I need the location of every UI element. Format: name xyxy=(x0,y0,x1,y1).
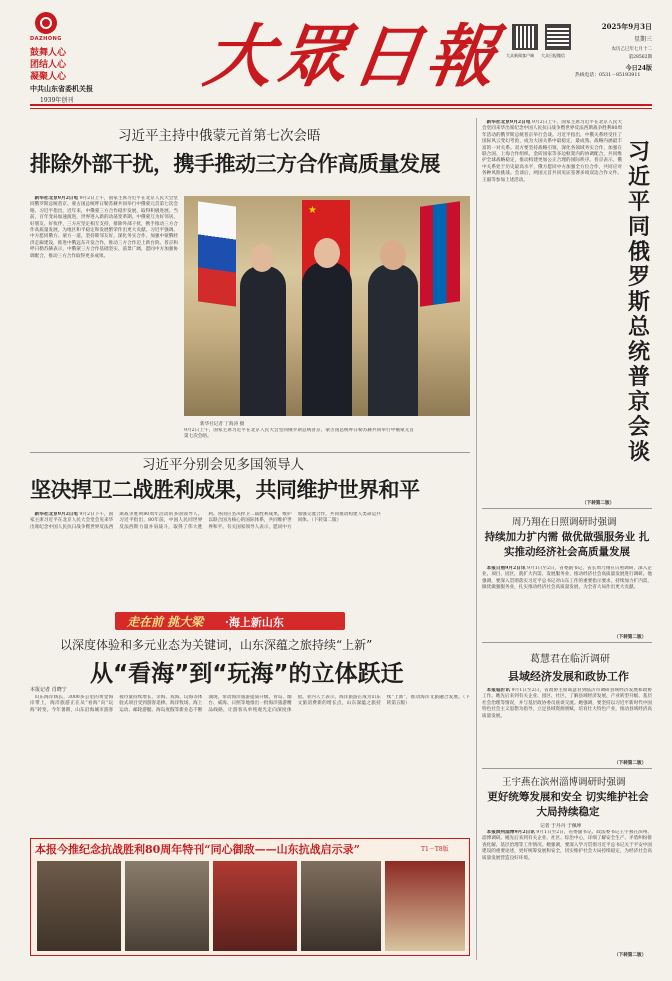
right-bottom-headline: 更好统筹发展和安全 切实维护社会大局持续稳定 xyxy=(487,791,649,818)
right-mid2-text: 9月1日至2日，省政协主席葛慧君到临沂市调研县域经济发展和政协工作。她先后来到有关企业、园区、社区，了解县域经济发展、产业转型升级、基层社会治理等情况，并与基层政协委员座谈交流。她强调，要坚持以习近平新时代中国特色社会主义思想为指导，立足县域资源禀赋，培育壮大特色产业，推动县域经济高质量发展。 xyxy=(482,688,652,719)
page-count: 今日24版 xyxy=(625,65,652,72)
right-mid-end: （下转第二版） xyxy=(614,635,647,640)
lunar-date: 农历乙巳年七月十二 xyxy=(611,47,652,52)
weekday: 星期三 xyxy=(633,36,652,43)
hotline-number: 0531－85193911 xyxy=(599,73,641,78)
right-bottom-body xyxy=(482,830,652,950)
article3-headline: 从“看海”到“玩海”的立体跃迁 xyxy=(90,661,404,687)
qr-code-app-icon xyxy=(512,24,538,50)
founded: 1939年创刊 xyxy=(40,97,74,104)
right-mid2-end: （下转第二版） xyxy=(614,761,647,766)
flag-china-star-icon: ★ xyxy=(308,205,317,216)
issue-date: 2025年9月3日 xyxy=(601,22,652,31)
right-mid2-body xyxy=(482,688,652,756)
article3-text: 山东海岸线长，3000多公里的黄金海岸带上，海洋旅游正在从“看海”向“玩海”转变。今年暑期，山东沿海城市游客接待量持续增长，亲海、戏海、玩海等体验式项目受到游客追捧。海洋牧场、海上运动、邮轮游艇、海岛度假等新业态不断涌现，带动海洋旅游提质升级。青岛、烟台、威海、日照等地推出一批海洋旅游精品线路，让游客从单纯观光走向深度体验。业内人士表示，海洋旅游正成为山东文旅消费新的增长点，山东深蕴之旅持续“上新”，推动海洋文旅融合发展。（下转第五版） xyxy=(30,695,470,713)
hotline xyxy=(575,71,640,78)
article3-byline-label: 本报记者 xyxy=(30,687,51,693)
section-banner xyxy=(115,612,345,630)
divider-right-3 xyxy=(482,768,652,769)
promo-box xyxy=(30,838,470,956)
masthead xyxy=(0,0,672,130)
divider-right-2 xyxy=(482,642,652,643)
flag-mongolia-icon xyxy=(420,201,460,307)
qr-code-wechat-icon xyxy=(545,24,571,50)
right-bottom-byline: 记者 于丹丹 于佩坤 xyxy=(540,824,582,829)
banner-text: ·海上新山东 xyxy=(225,616,284,629)
slogan-3: 凝聚人心 xyxy=(30,72,67,82)
right-bottom-end: （下转第二版） xyxy=(614,953,647,958)
article1-kicker: 习近平主持中俄蒙元首第七次会晤 xyxy=(118,128,321,144)
right-mid-text: 9月1日至2日，省委副书记、省长周乃翔在日照调研，深入企业、项目、园区，就扩大内需、发展服务业、推动经济社会高质量发展进行调研。他强调，要深入贯彻落实习近平总书记对山东工作的重要指示要求，持续加力扩内需，做优做强服务业，扎实推动经济社会高质量发展，为全省大局作出更大贡献。 xyxy=(482,566,652,591)
promo-thumb-3 xyxy=(213,861,297,951)
right-top-dateline: 新华社北京9月2日电 xyxy=(486,120,531,125)
leader-right xyxy=(368,264,418,416)
brand-en: DAZHONG xyxy=(30,36,62,42)
promo-thumb-1 xyxy=(37,861,121,951)
article2-body xyxy=(30,512,470,606)
flag-russia-icon xyxy=(198,201,236,306)
newspaper-logo: 大眾日報 xyxy=(199,17,507,97)
promo-thumb-2 xyxy=(125,861,209,951)
date-block xyxy=(588,22,652,72)
article1-text: 9月2日上午，国家主席习近平在北京人民大会堂同俄罗斯总统普京、蒙古国总统呼日勒苏赫共同举行中俄蒙元首第七次会晤。习近平指出，近年来，中俄蒙三方合作稳步发展，取得积极进展。当前，百年变局加速演进，世界进入新的动荡变革期。中俄蒙互为好邻居、好朋友、好伙伴，三方应坚定相互支持，排除外部干扰，携手推动三方合作高质量发展，为地区和平稳定和发展繁荣作出更大贡献。习近平强调，中方愿同俄方、蒙方一道，坚持睦邻友好，深化务实合作，加强中蒙俄经济走廊建设，推进中俄远东开发合作，推动三方合作迈上新台阶。普京和呼日勒苏赫表示，中俄蒙三方合作基础坚实、前景广阔，愿同中方加强协调配合，推动三方合作取得更多成果。 xyxy=(30,196,178,259)
right-top-body xyxy=(482,120,622,500)
leader-left xyxy=(240,266,286,416)
right-mid-dateline: 本报日照9月2日讯 xyxy=(486,566,526,571)
masthead-rule-thin xyxy=(30,108,652,109)
right-top-end: （下转第二版） xyxy=(582,501,615,506)
right-mid2-dateline: 本报临沂讯 xyxy=(486,688,511,693)
leader-left-head xyxy=(250,244,274,272)
column-divider xyxy=(476,118,477,960)
banner-prefix: 走在前 挑大梁 xyxy=(127,615,204,629)
article1-headline: 排除外部干扰，携手推动三方合作高质量发展 xyxy=(30,152,440,176)
issue-number: 第28562期 xyxy=(628,55,652,60)
right-bottom-text: 9月1日至2日，省委副书记、政法委书记王宇燕在滨州、淄博调研。她先后来到有关企业、社区、综治中心，详细了解安全生产、矛盾纠纷排查化解、基层治理等工作情况。她强调，要深入学习贯彻习近平总书记关于平安中国建设的重要论述，更好统筹发展和安全，切实维护社会大局持续稳定，为经济社会高质量发展营造良好环境。 xyxy=(482,830,652,861)
right-mid-headline: 持续加力扩内需 做优做强服务业 扎实推动经济社会高质量发展 xyxy=(484,531,650,558)
hotline-label: 热线电话： xyxy=(575,73,599,78)
article3-kicker: 以深度体验和多元业态为关键词，山东深蕴之旅持续“上新” xyxy=(60,638,373,652)
org-name: 中共山东省委机关报 xyxy=(30,84,93,93)
right-top-headline: 习近平同俄罗斯总统普京会谈 xyxy=(627,140,650,465)
qr-label-app: 大众新闻客户端 xyxy=(506,53,534,58)
divider-right-1 xyxy=(482,508,652,509)
article1-dateline: 新华社北京9月2日电 xyxy=(34,196,79,201)
leader-right-head xyxy=(380,240,406,270)
right-bottom-dateline: 本报滨州淄博9月2日讯 xyxy=(486,830,535,835)
brand-logo-icon xyxy=(35,12,57,34)
promo-pages: T1－T8版 xyxy=(421,846,449,853)
leader-center xyxy=(302,262,352,416)
article1-photo-credit: 新华社记者 丁海涛 摄 xyxy=(200,422,245,427)
right-mid-kicker: 周乃翔在日照调研时强调 xyxy=(512,517,617,528)
promo-thumb-4 xyxy=(301,861,381,951)
leader-center-head xyxy=(314,238,340,268)
article2-kicker: 习近平分别会见多国领导人 xyxy=(142,457,304,473)
slogan-2: 团结人心 xyxy=(30,60,67,70)
article1-body xyxy=(30,196,178,421)
slogan-1: 鼓舞人心 xyxy=(30,48,67,58)
promo-text: 本报今推纪念抗战胜利80周年特刊“同心御敌——山东抗战启示录” xyxy=(35,843,360,856)
article3-byline xyxy=(30,686,67,693)
article3-byline-name: 肖晓宁 xyxy=(51,687,67,693)
masthead-rule xyxy=(30,104,652,106)
right-mid2-headline: 县域经济发展和政协工作 xyxy=(508,670,629,683)
right-mid2-kicker: 葛慧君在临沂调研 xyxy=(530,654,610,665)
article1-photo-caption: 9月2日上午，国家主席习近平在北京人民大会堂同俄罗斯总统普京、蒙古国总统呼日勒苏赫共同举行中俄蒙元首第七次会晤。 xyxy=(184,428,414,440)
right-top-text: 9月2日上午，国家主席习近平在北京人民大会堂同来华出席纪念中国人民抗日战争暨世界反法西斯战争胜利80周年活动的俄罗斯总统普京举行会谈。习近平指出，中俄关系经受住了国际风云变幻考验，成为大国关系中最稳定、最成熟、战略内涵最丰富的一对关系。双方要坚持战略引领，深化各领域务实合作，加强在联合国、上海合作组织、金砖国家等多边框架内的协调配合，共同维护全球战略稳定，推动构建更加公正合理的国际秩序。普京表示，俄中关系处于历史最高水平，俄方愿同中方加强全方位合作，共同应对各种风险挑战。会谈后，两国元首共同见证签署多项双边合作文件。王毅等参加上述活动。 xyxy=(482,120,622,183)
article2-text: 9月2日下午，国家主席习近平在北京人民大会堂会见来华出席纪念中国人民抗日战争暨世界反法西斯战争胜利80周年活动的多国领导人。习近平指出，80年前，中国人民同世界反法西斯力量并肩战斗，取得了伟大胜利。各国应坚决捍卫二战胜利成果，维护以联合国为核心的国际体系，共同维护世界和平。有关国家领导人表示，愿同中方加强交流合作，共同推动构建人类命运共同体。（下转第二版） xyxy=(30,512,381,530)
qr-label-wechat: 大众日报微信 xyxy=(541,53,565,58)
article1-photo xyxy=(184,196,470,416)
promo-thumb-5 xyxy=(385,861,465,951)
article3-body xyxy=(30,695,470,833)
article2-dateline: 新华社北京9月2日电 xyxy=(34,512,79,517)
right-bottom-kicker: 王宇燕在滨州淄博调研时强调 xyxy=(502,777,626,788)
right-mid-body xyxy=(482,566,652,630)
article2-headline: 坚决捍卫二战胜利成果，共同维护世界和平 xyxy=(30,478,420,502)
